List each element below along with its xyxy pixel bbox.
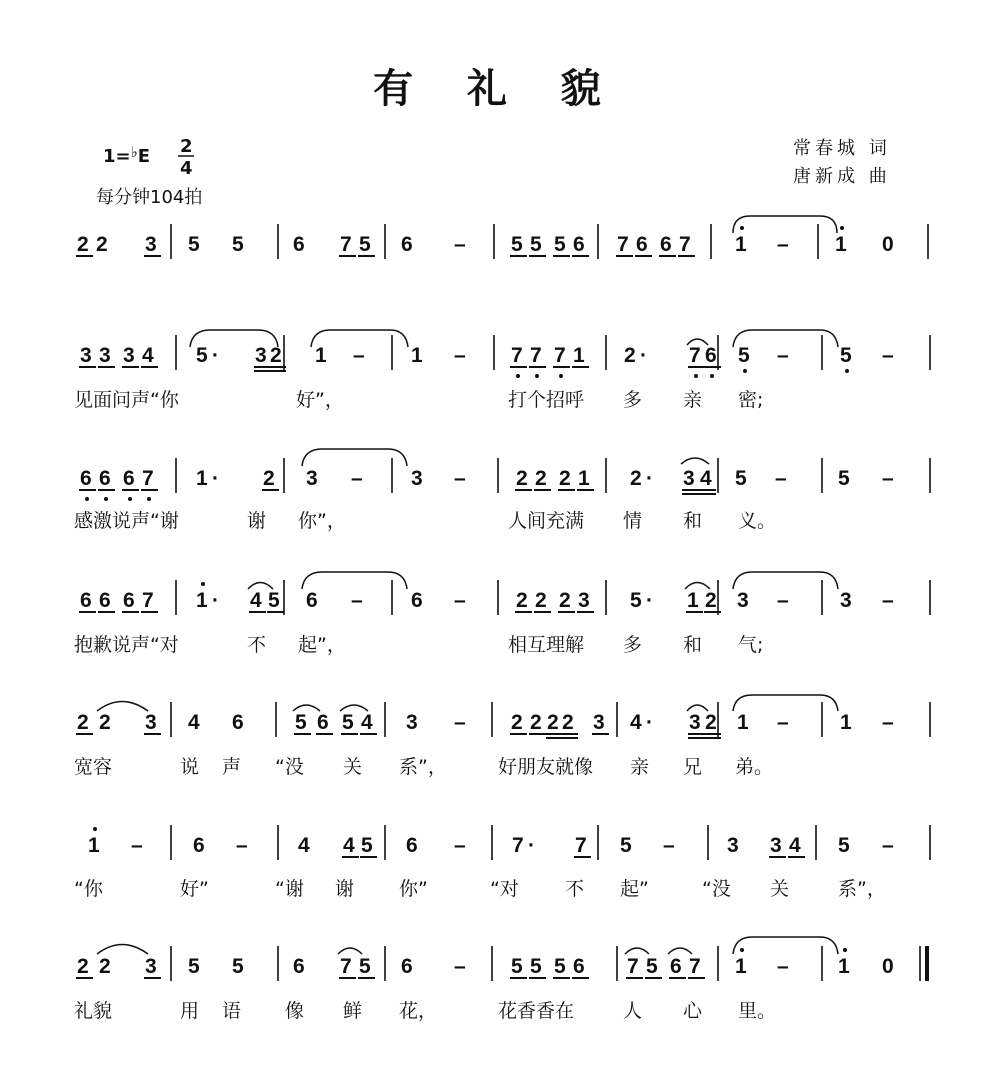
note: 1 <box>196 467 208 490</box>
lyric: 花， <box>399 1000 438 1022</box>
note: 5 <box>268 589 280 612</box>
note: 3 <box>145 711 157 734</box>
dash: – <box>882 344 894 367</box>
tempo-marking: 每分钟104拍 <box>96 187 203 208</box>
dash: – <box>454 955 466 978</box>
augmentation-dot: · <box>212 589 219 612</box>
score-line-4 <box>74 580 930 656</box>
dash: – <box>882 711 894 734</box>
note: 5 <box>511 233 523 256</box>
note: 6 <box>670 955 682 978</box>
lyric: 好” <box>180 878 209 900</box>
low-octave-dot <box>147 497 151 501</box>
note: 6 <box>99 589 111 612</box>
note: 2 <box>511 711 523 734</box>
note: 7 <box>142 589 154 612</box>
lyric: “谢 <box>275 878 304 900</box>
dash: – <box>777 589 789 612</box>
note: 3 <box>840 589 852 612</box>
slur <box>97 945 148 955</box>
note: 3 <box>689 711 701 734</box>
lyric: 见面问声“你 <box>74 389 179 411</box>
low-octave-dot <box>559 374 563 378</box>
high-octave-dot <box>201 582 205 586</box>
note: 5 <box>530 233 542 256</box>
note: 5 <box>511 955 523 978</box>
note: 5 <box>840 344 852 367</box>
note: 5 <box>232 955 244 978</box>
note: 7 <box>340 955 352 978</box>
note: 2 <box>77 711 89 734</box>
note: 6 <box>293 955 305 978</box>
low-octave-dot <box>845 369 849 373</box>
note: 6 <box>80 589 92 612</box>
dash: – <box>353 344 365 367</box>
note: 7 <box>679 233 691 256</box>
lyric: 你” <box>399 878 428 900</box>
dash: – <box>454 233 466 256</box>
lyric: 相互理解 <box>508 634 585 656</box>
augmentation-dot: · <box>640 344 647 367</box>
note: 6 <box>123 467 135 490</box>
lyric: 人 <box>623 1000 643 1022</box>
score-body <box>74 224 930 1022</box>
lyric: 密; <box>738 389 764 411</box>
note: 3 <box>737 589 749 612</box>
lyric: 像 <box>285 1000 305 1022</box>
note: 3 <box>123 344 135 367</box>
note: 1 <box>578 467 590 490</box>
dash: – <box>663 834 675 857</box>
note: 5 <box>196 344 208 367</box>
note: 3 <box>593 711 605 734</box>
note: 7 <box>554 344 566 367</box>
note: 5 <box>530 955 542 978</box>
lyric: 用 <box>180 1000 200 1022</box>
lyric: 系”， <box>838 878 886 900</box>
dash: – <box>775 467 787 490</box>
note: 1 <box>735 233 747 256</box>
note: 5 <box>554 955 566 978</box>
note: 0 <box>882 955 894 978</box>
lyric: 人间充满 <box>508 510 585 532</box>
dash: – <box>777 233 789 256</box>
dash: – <box>454 344 466 367</box>
note: 5 <box>359 233 371 256</box>
note: 6 <box>406 834 418 857</box>
lyric: “没 <box>702 878 731 900</box>
note: 3 <box>145 955 157 978</box>
note: 6 <box>80 467 92 490</box>
note: 1 <box>196 589 208 612</box>
lyric: 兄 <box>683 756 703 778</box>
note: 2 <box>559 589 571 612</box>
note: 7 <box>512 834 524 857</box>
note: 6 <box>573 955 585 978</box>
note: 3 <box>411 467 423 490</box>
note: 4 <box>700 467 712 490</box>
note: 4 <box>188 711 200 734</box>
dash: – <box>777 344 789 367</box>
lyric: “你 <box>74 878 103 900</box>
note: 4 <box>789 834 801 857</box>
note: 2 <box>99 955 111 978</box>
note: 2 <box>77 233 89 256</box>
lyric: 气; <box>738 634 764 656</box>
dash: – <box>882 589 894 612</box>
dash: – <box>777 955 789 978</box>
note: 2 <box>630 467 642 490</box>
score-line-7 <box>74 946 927 1022</box>
note: 1 <box>88 834 100 857</box>
dash: – <box>882 467 894 490</box>
dash: – <box>454 589 466 612</box>
note: 2 <box>96 233 108 256</box>
note: 6 <box>317 711 329 734</box>
lyric: 谢 <box>247 510 267 532</box>
dash: – <box>882 834 894 857</box>
note: 5 <box>738 344 750 367</box>
note: 1 <box>838 955 850 978</box>
slur <box>681 458 709 464</box>
note: 1 <box>411 344 423 367</box>
note: 7 <box>575 834 587 857</box>
note: 4 <box>298 834 310 857</box>
note: 5 <box>188 955 200 978</box>
low-octave-dot <box>694 374 698 378</box>
note: 5 <box>188 233 200 256</box>
dash: – <box>351 589 363 612</box>
lyric: 义。 <box>738 510 777 532</box>
lyric: 语 <box>222 1000 242 1022</box>
note: 5 <box>361 834 373 857</box>
note: 2 <box>535 467 547 490</box>
note: 2 <box>562 711 574 734</box>
lyric: 关 <box>343 756 363 778</box>
note: 7 <box>530 344 542 367</box>
lyric: 起” <box>620 878 649 900</box>
lyric: 和 <box>683 510 703 532</box>
dash: – <box>454 834 466 857</box>
dash: – <box>454 467 466 490</box>
note: 2 <box>705 711 717 734</box>
note: 4 <box>630 711 642 734</box>
low-octave-dot <box>535 374 539 378</box>
lyric: 宽容 <box>74 756 113 778</box>
note: 7 <box>689 344 701 367</box>
note: 6 <box>193 834 205 857</box>
note: 3 <box>306 467 318 490</box>
score-line-5 <box>74 702 930 778</box>
note: 1 <box>835 233 847 256</box>
note: 2 <box>547 711 559 734</box>
lyric: 亲 <box>683 389 703 411</box>
note: 3 <box>255 344 267 367</box>
note: 5 <box>232 233 244 256</box>
slur <box>668 948 692 954</box>
lyric: “对 <box>490 878 519 900</box>
lyric: 心 <box>683 1000 703 1022</box>
note: 6 <box>306 589 318 612</box>
time-signature-top: 2 <box>180 136 193 157</box>
low-octave-dot <box>104 497 108 501</box>
lyric: 亲 <box>630 756 650 778</box>
note: 7 <box>142 467 154 490</box>
note: 7 <box>689 955 701 978</box>
note: 6 <box>636 233 648 256</box>
dash: – <box>777 711 789 734</box>
high-octave-dot <box>740 948 744 952</box>
lyric: 关 <box>770 878 790 900</box>
note: 7 <box>627 955 639 978</box>
lyric: 声 <box>222 756 242 778</box>
note: 4 <box>142 344 154 367</box>
time-signature-bottom: 4 <box>180 158 193 179</box>
note: 3 <box>80 344 92 367</box>
note: 1 <box>573 344 585 367</box>
high-octave-dot <box>843 948 847 952</box>
note: 3 <box>99 344 111 367</box>
note: 5 <box>646 955 658 978</box>
slur <box>733 216 837 233</box>
lyric: 里。 <box>738 1000 777 1022</box>
low-octave-dot <box>743 369 747 373</box>
note: 6 <box>123 589 135 612</box>
note: 4 <box>361 711 373 734</box>
slur <box>338 948 362 954</box>
note: 6 <box>660 233 672 256</box>
augmentation-dot: · <box>528 834 535 857</box>
note: 1 <box>735 955 747 978</box>
note: 7 <box>340 233 352 256</box>
high-octave-dot <box>93 827 97 831</box>
note: 5 <box>554 233 566 256</box>
lyric: 情 <box>623 510 643 532</box>
note: 5 <box>620 834 632 857</box>
note: 6 <box>232 711 244 734</box>
note: 5 <box>359 955 371 978</box>
note: 6 <box>401 233 413 256</box>
lyric: 和 <box>683 634 703 656</box>
note: 2 <box>624 344 636 367</box>
note: 3 <box>727 834 739 857</box>
lyric: 不 <box>247 634 267 656</box>
slur <box>625 948 649 954</box>
note: 7 <box>617 233 629 256</box>
dash: – <box>351 467 363 490</box>
low-octave-dot <box>516 374 520 378</box>
note: 4 <box>343 834 355 857</box>
lyric: 系”， <box>399 756 447 778</box>
lyric: “没 <box>275 756 304 778</box>
note: 5 <box>630 589 642 612</box>
augmentation-dot: · <box>212 467 219 490</box>
lyric: 打个招呼 <box>508 389 585 411</box>
dash: – <box>236 834 248 857</box>
composer-credit: 唐新成 曲 <box>793 166 891 187</box>
note: 2 <box>530 711 542 734</box>
note: 3 <box>145 233 157 256</box>
note: 3 <box>578 589 590 612</box>
lyric: 鲜 <box>343 1000 363 1022</box>
note: 6 <box>573 233 585 256</box>
note: 1 <box>315 344 327 367</box>
note: 7 <box>511 344 523 367</box>
note: 2 <box>99 711 111 734</box>
note: 5 <box>295 711 307 734</box>
lyric: 多 <box>623 634 643 656</box>
lyric: 谢 <box>335 878 355 900</box>
score-line-3 <box>74 458 930 532</box>
note: 2 <box>705 589 717 612</box>
augmentation-dot: · <box>646 711 653 734</box>
note: 3 <box>406 711 418 734</box>
note: 2 <box>270 344 282 367</box>
note: 2 <box>263 467 275 490</box>
note: 2 <box>559 467 571 490</box>
note: 2 <box>516 467 528 490</box>
note: 2 <box>77 955 89 978</box>
note: 3 <box>683 467 695 490</box>
lyric: 抱歉说声“对 <box>74 634 179 656</box>
lyric: 你”， <box>298 510 346 532</box>
high-octave-dot <box>840 226 844 230</box>
note: 6 <box>705 344 717 367</box>
note: 6 <box>99 467 111 490</box>
lyric: 说 <box>180 756 200 778</box>
song-title: 有 礼 貌 <box>373 66 621 112</box>
score-line-6 <box>74 825 930 900</box>
note: 2 <box>535 589 547 612</box>
note: 6 <box>293 233 305 256</box>
note: 3 <box>770 834 782 857</box>
note: 6 <box>411 589 423 612</box>
dash: – <box>131 834 143 857</box>
note: 4 <box>250 589 262 612</box>
note: 2 <box>516 589 528 612</box>
note: 1 <box>840 711 852 734</box>
augmentation-dot: · <box>646 589 653 612</box>
note: 0 <box>882 233 894 256</box>
lyric: 弟。 <box>735 756 774 778</box>
note: 5 <box>735 467 747 490</box>
note: 5 <box>342 711 354 734</box>
lyric: 花香香在 <box>498 1000 575 1022</box>
key-signature: 1=♭E <box>103 143 150 167</box>
score-line-1 <box>76 224 928 259</box>
augmentation-dot: · <box>646 467 653 490</box>
lyric: 不 <box>565 878 585 900</box>
score-line-2 <box>74 335 930 411</box>
dash: – <box>454 711 466 734</box>
lyric: 感激说声“谢 <box>74 510 179 532</box>
augmentation-dot: · <box>212 344 219 367</box>
slur <box>97 702 148 712</box>
lyric: 好朋友就像 <box>498 756 594 778</box>
lyric: 起”， <box>298 634 346 656</box>
note: 6 <box>401 955 413 978</box>
low-octave-dot <box>128 497 132 501</box>
note: 1 <box>687 589 699 612</box>
lyric: 多 <box>623 389 643 411</box>
low-octave-dot <box>85 497 89 501</box>
note: 5 <box>838 467 850 490</box>
lyric: 好”， <box>296 389 344 411</box>
low-octave-dot <box>710 374 714 378</box>
high-octave-dot <box>740 226 744 230</box>
note: 5 <box>838 834 850 857</box>
lyric: 礼貌 <box>74 1000 113 1022</box>
lyricist-credit: 常春城 词 <box>793 138 891 159</box>
note: 1 <box>737 711 749 734</box>
